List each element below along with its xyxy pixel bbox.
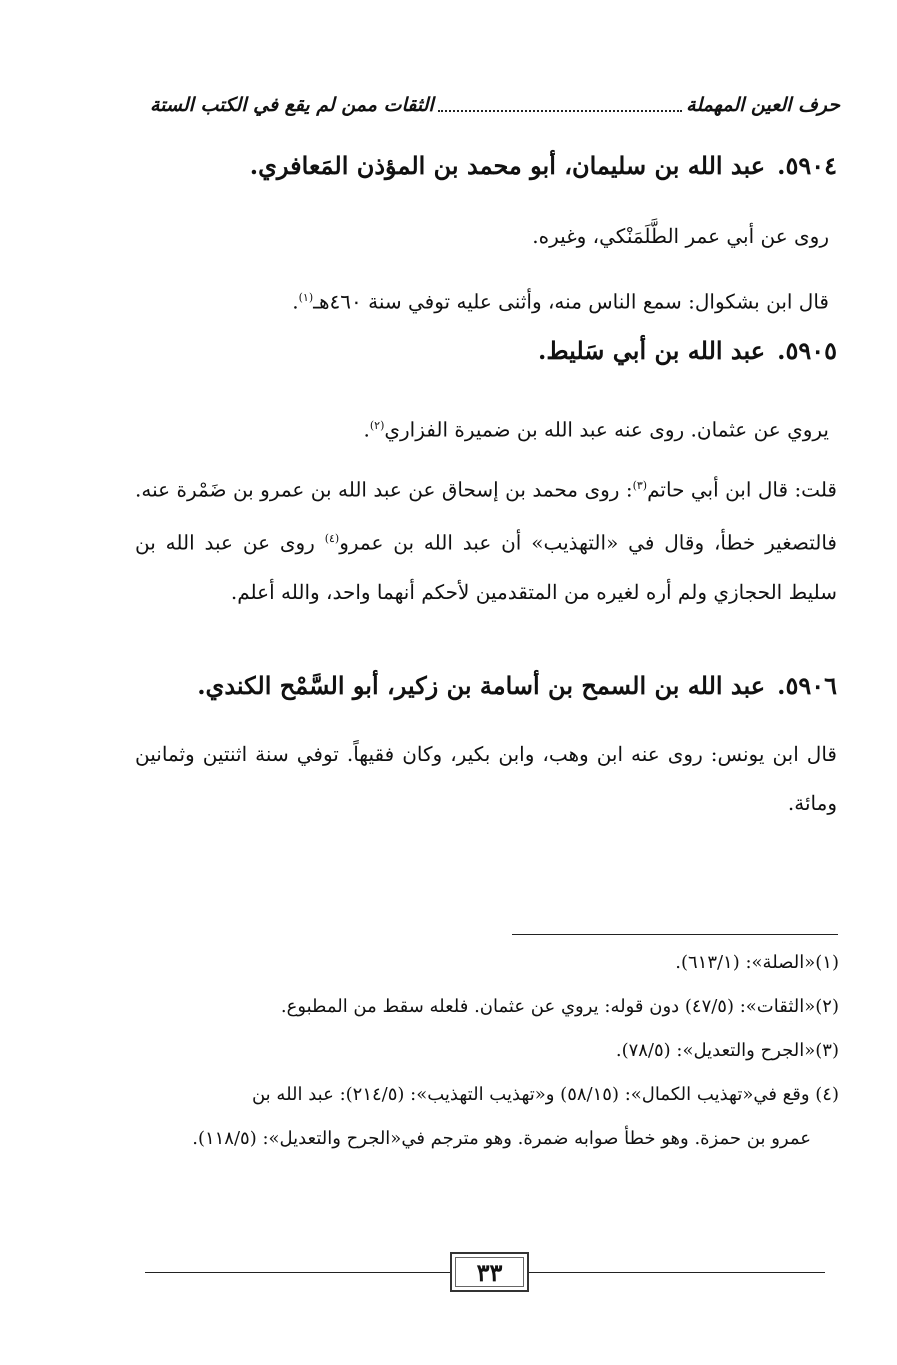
running-head (150, 88, 840, 122)
entry-heading (135, 140, 837, 192)
footnote-ref: (٣) (632, 478, 648, 492)
page-footer (145, 1250, 825, 1290)
paragraph-text: قال ابن يونس: روى عنه ابن وهب، وابن بكير، وكان فقيهاً. توفي سنة اثنتين وثمانين ومائة. (135, 742, 837, 815)
footnote-separator (512, 934, 838, 935)
entry-name: عبد الله بن سليمان، أبو محمد بن المؤذن المَعافري. (249, 151, 766, 180)
entry-paragraph (135, 461, 837, 617)
entry-heading (135, 660, 837, 712)
paragraph-text: قال ابن بشكوال: سمع الناس منه، وأثنى عليه توفي سنة ٤٦٠هـ (313, 289, 829, 314)
entry-paragraph: قال ابن بشكوال: سمع الناس منه، وأثنى عليه توفي سنة ٤٦٠هـ$^{(١)}$. (292, 289, 829, 314)
paragraph-text: يروي عن عثمان. روى عنه عبد الله بن ضميرة الفزاري (384, 417, 829, 442)
entry-paragraph (135, 730, 837, 828)
entry-5905 (135, 325, 837, 617)
footnote-ref: (٤) (324, 532, 340, 546)
paragraph-text: روى عن عبد الله بن سليط الحجازي ولم أره لغيره من المتقدمين لأحكم أنهما واحد، والله أعلم. (135, 530, 837, 604)
footnote-2: (٢)«الثقات»: (٤٧/٥) دون قوله: يروي عن عثمان. فلعله سقط من المطبوع. (280, 996, 839, 1017)
entry-paragraph: يروي عن عثمان. روى عنه عبد الله بن ضميرة الفزاري$^{(٢)}$. (363, 417, 829, 442)
running-head-section: حرف العين المهملة (686, 94, 840, 116)
footnote-1: (١)«الصلة»: (٦١٣/١). (675, 952, 839, 973)
running-head-dots (438, 98, 682, 112)
paragraph-text: : روى محمد بن إسحاق عن عبد الله بن عمرو بن ضَمْرة عنه. فالتصغير خطأ، وقال في «التهذيب» أن عبد الله بن عمرو (135, 477, 837, 555)
entry-number: ٥٩٠٤. (777, 151, 837, 180)
entry-5906 (135, 660, 837, 828)
entry-heading (135, 325, 837, 377)
footnotes (140, 944, 839, 1160)
page-number: ٣٣ (450, 1252, 529, 1292)
entry-name: عبد الله بن أبي سَليط. (537, 336, 766, 365)
footnote-3: (٣)«الجرح والتعديل»: (٧٨/٥). (615, 1040, 839, 1061)
entry-number: ٥٩٠٦. (777, 671, 837, 700)
running-head-book-title: الثقات ممن لم يقع في الكتب الستة (150, 94, 434, 116)
footnote-4: (٤) وقع في«تهذيب الكمال»: (٥٨/١٥) و«تهذيب التهذيب»: (٢١٤/٥): عبد الله بن (251, 1084, 839, 1105)
entry-name: عبد الله بن السمح بن أسامة بن زكير، أبو السَّمْح الكندي. (197, 671, 766, 700)
footnote-4-continuation: عمرو بن حمزة. وهو خطأ صوابه ضمرة. وهو مترجم في«الجرح والتعديل»: (١١٨/٥). (192, 1128, 811, 1149)
entry-number: ٥٩٠٥. (777, 336, 837, 365)
footnote-ref: (٢) (369, 419, 385, 432)
entry-5904 (135, 140, 837, 327)
entry-paragraph (135, 212, 837, 261)
footnote-ref: (١) (298, 291, 314, 304)
paragraph-text: روى عن أبي عمر الطَّلَمَنْكي، وغيره. (532, 224, 829, 248)
paragraph-text: قلت: قال ابن أبي حاتم (647, 477, 837, 502)
